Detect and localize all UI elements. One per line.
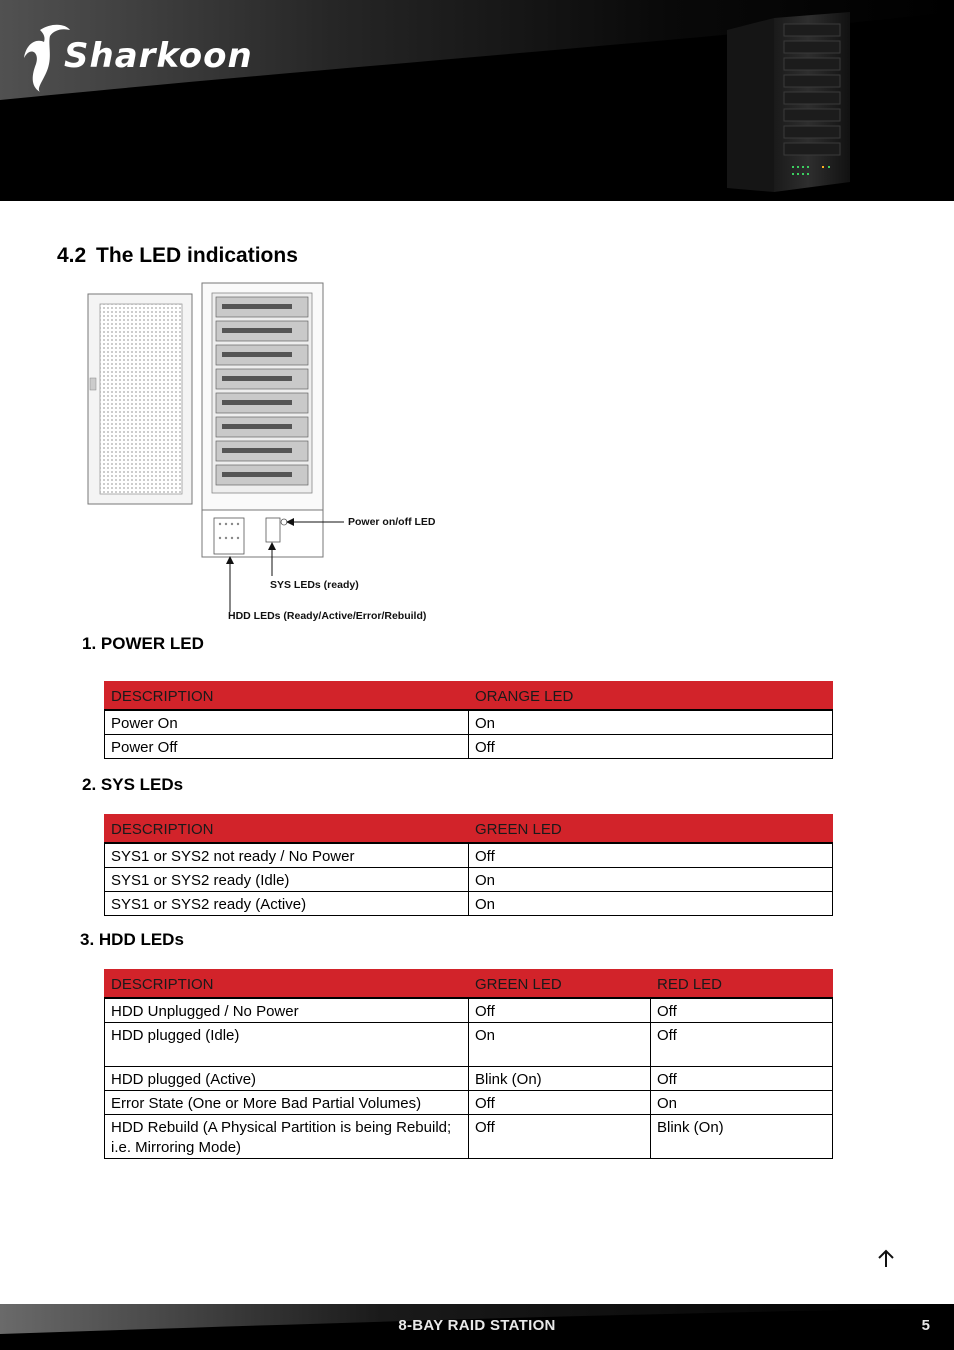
table-cell: SYS1 or SYS2 ready (Active) (105, 891, 469, 915)
footer-bar (0, 1304, 954, 1350)
table-row (105, 867, 833, 891)
table-cell: HDD Rebuild (A Physical Partition is being Rebuild; i.e. Mirroring Mode) (105, 1114, 469, 1158)
table-header-row (105, 970, 833, 998)
table-cell: Off (651, 1066, 833, 1090)
sys-leds-heading: 2. SYS LEDs (82, 775, 184, 794)
sys-leds-label: SYS LEDs (ready) (270, 579, 359, 591)
table-cell: On (469, 710, 833, 735)
power-led-heading: 1. POWER LED (82, 634, 204, 653)
column-header: GREEN LED (469, 970, 651, 998)
section-number: 4.2 (57, 244, 87, 267)
table-cell: Power Off (105, 734, 469, 758)
page-number: 5 (921, 1317, 930, 1334)
section-title-text: The LED indications (96, 244, 298, 267)
sys-leds-table (104, 814, 833, 916)
column-header: GREEN LED (469, 815, 833, 843)
column-header: DESCRIPTION (105, 682, 469, 710)
table-cell: Off (469, 734, 833, 758)
hdd-leds-label: HDD LEDs (Ready/Active/Error/Rebuild) (228, 610, 427, 622)
column-header: ORANGE LED (469, 682, 833, 710)
power-led-table (104, 681, 833, 759)
table-cell: On (469, 867, 833, 891)
table-row (105, 1066, 833, 1090)
table-cell: Off (469, 1090, 651, 1114)
table-row (105, 998, 833, 1023)
table-cell: Error State (One or More Bad Partial Volumes) (105, 1090, 469, 1114)
table-cell: Off (651, 1022, 833, 1066)
column-header: RED LED (651, 970, 833, 998)
table-header-row (105, 815, 833, 843)
table-cell: HDD plugged (Idle) (105, 1022, 469, 1066)
table-cell: SYS1 or SYS2 not ready / No Power (105, 843, 469, 868)
table-row (105, 1114, 833, 1158)
raid-tower-photo (722, 10, 857, 195)
hdd-leds-table (104, 969, 833, 1159)
table-cell: Off (469, 1114, 651, 1158)
table-cell: On (651, 1090, 833, 1114)
table-row (105, 891, 833, 915)
table-cell: Power On (105, 710, 469, 735)
brand-wordmark: Sharkoon (64, 36, 253, 76)
table-row (105, 1090, 833, 1114)
table-cell: Off (469, 998, 651, 1023)
hdd-leds-heading: 3. HDD LEDs (80, 930, 184, 949)
footer-title: 8-BAY RAID STATION (398, 1317, 556, 1334)
led-diagram (82, 278, 462, 628)
table-row (105, 1022, 833, 1066)
header-banner (0, 0, 954, 201)
table-cell: HDD plugged (Active) (105, 1066, 469, 1090)
table-cell: Blink (On) (651, 1114, 833, 1158)
table-cell: On (469, 891, 833, 915)
table-row (105, 710, 833, 735)
table-cell: Off (469, 843, 833, 868)
up-arrow-icon[interactable] (876, 1248, 896, 1270)
raid-station-drawing (82, 278, 462, 628)
power-led-label: Power on/off LED (348, 516, 436, 528)
table-row (105, 843, 833, 868)
table-cell: SYS1 or SYS2 ready (Idle) (105, 867, 469, 891)
column-header: DESCRIPTION (105, 970, 469, 998)
section-heading (57, 244, 298, 268)
table-cell: Off (651, 998, 833, 1023)
column-header: DESCRIPTION (105, 815, 469, 843)
table-cell: Blink (On) (469, 1066, 651, 1090)
table-row (105, 734, 833, 758)
table-cell: On (469, 1022, 651, 1066)
table-cell: HDD Unplugged / No Power (105, 998, 469, 1023)
table-header-row (105, 682, 833, 710)
